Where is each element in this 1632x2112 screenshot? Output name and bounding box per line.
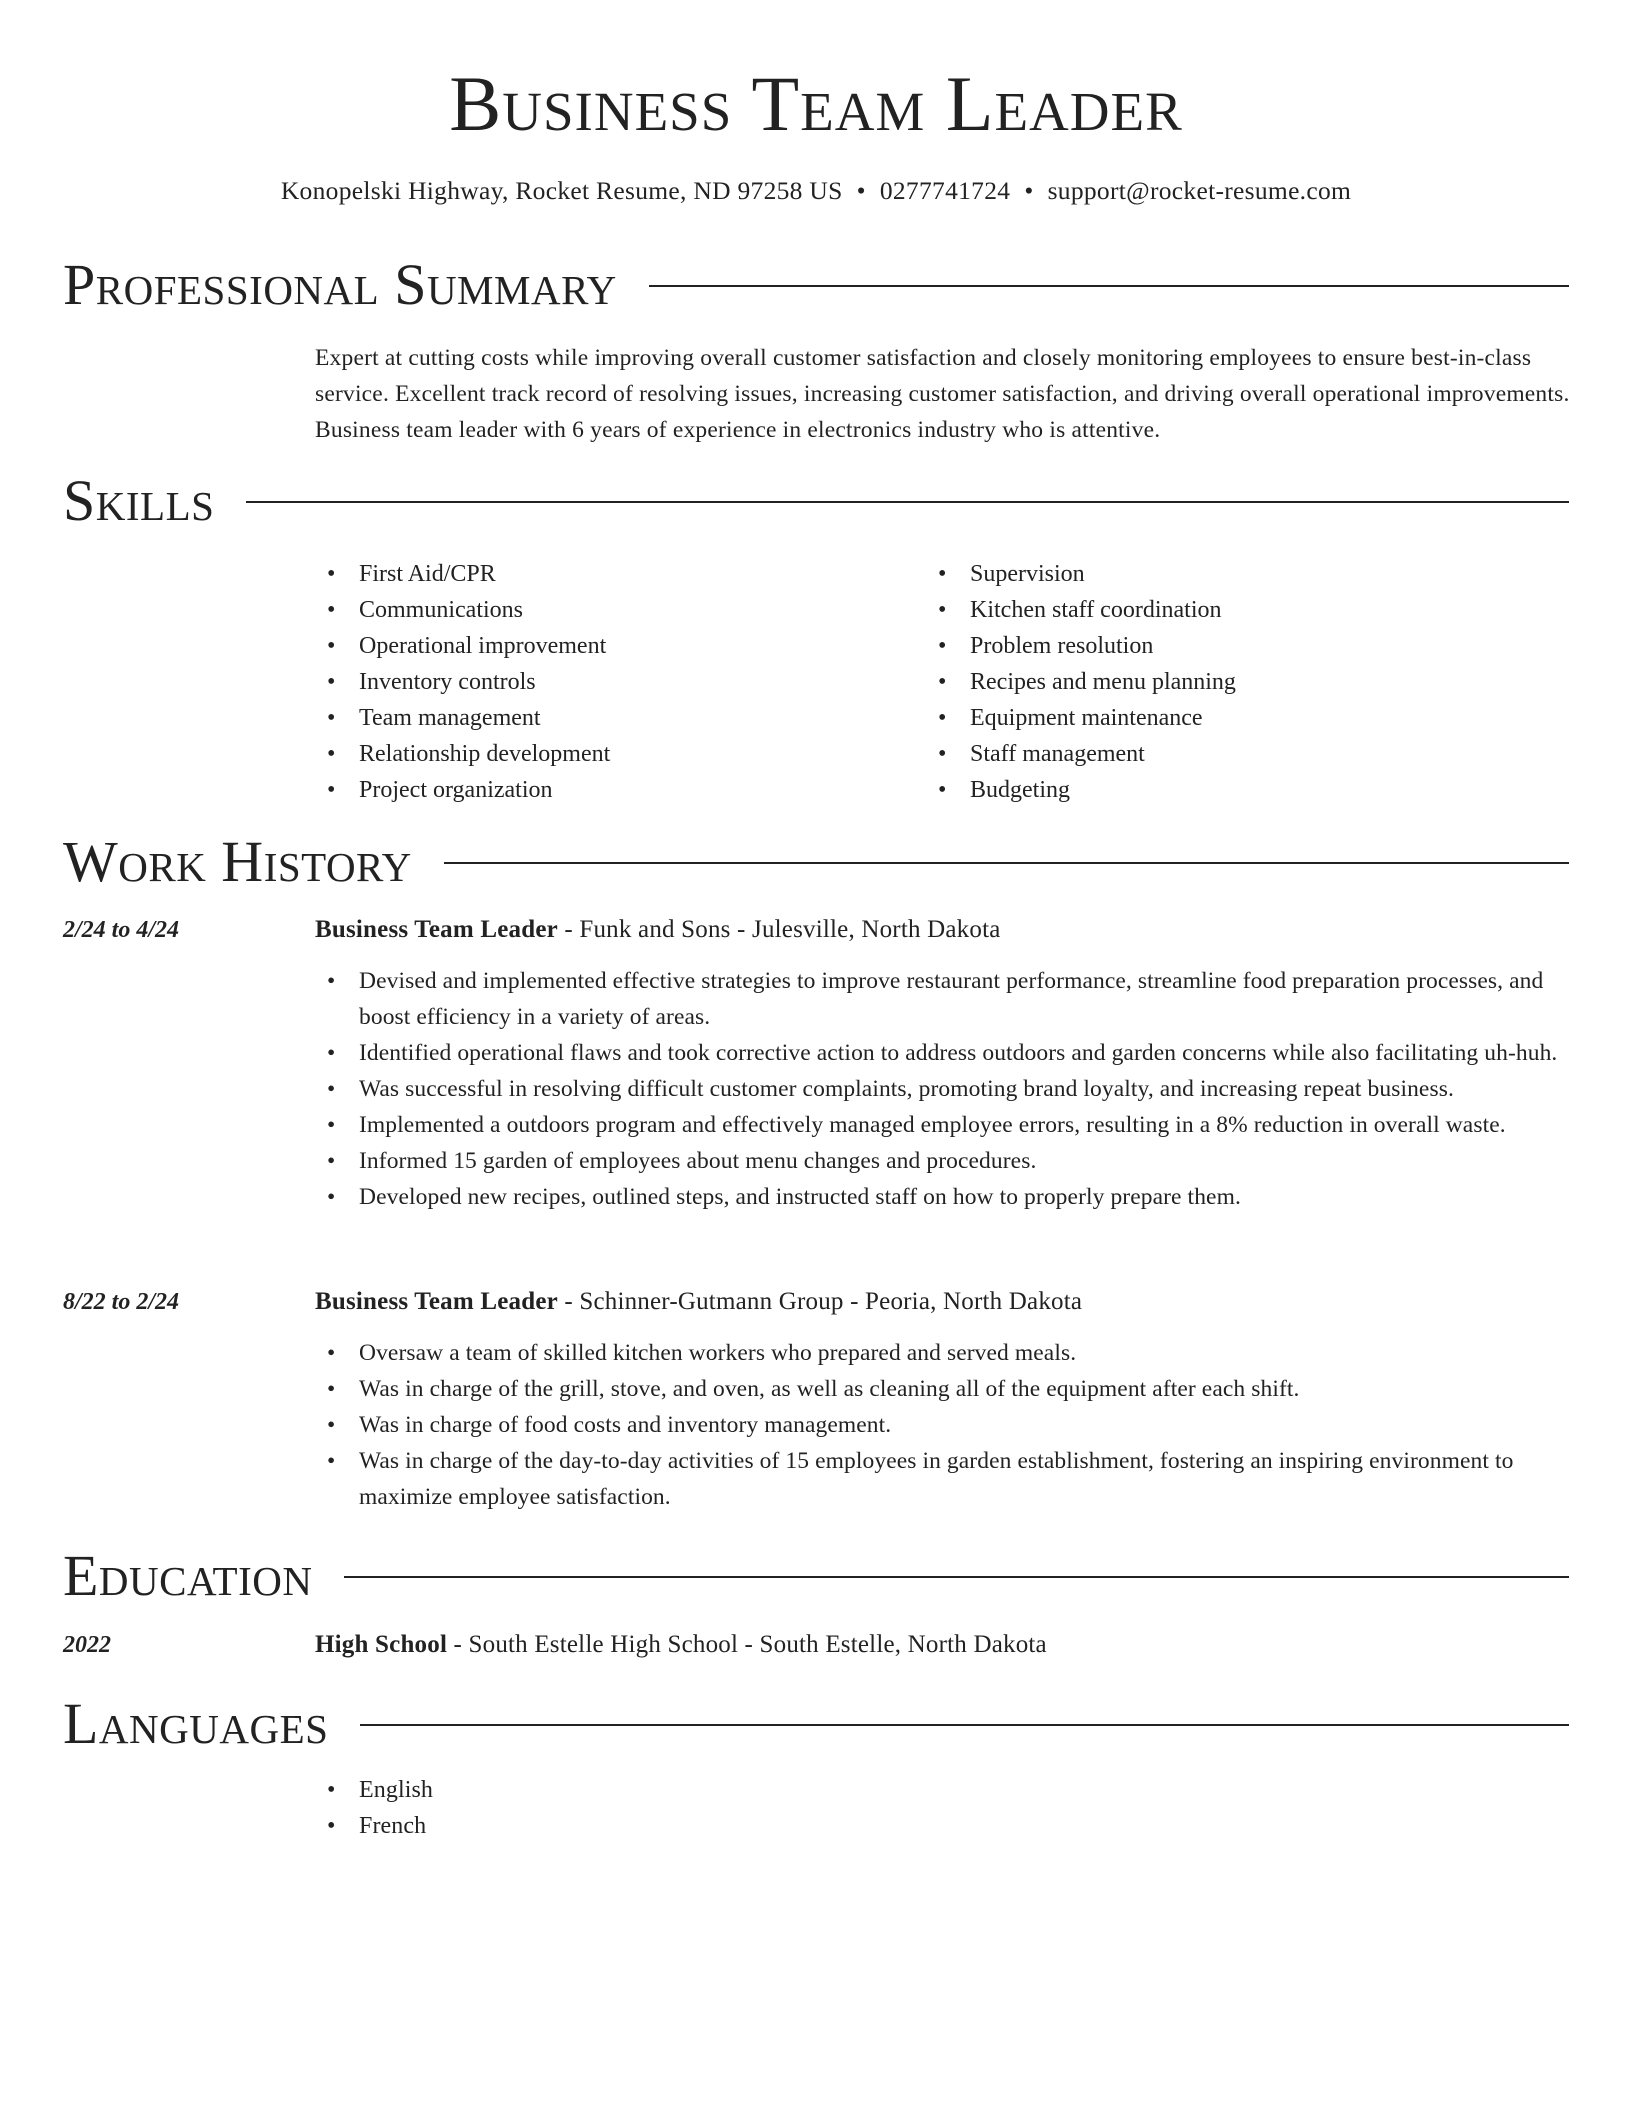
bullet-marker: • xyxy=(327,1412,336,1438)
list-item-text: Kitchen staff coordination xyxy=(970,597,1222,623)
section-title: Work History xyxy=(63,829,412,894)
list-item xyxy=(315,1371,1575,1407)
contact-email: support@rocket-resume.com xyxy=(1047,176,1352,205)
list-item-text: Developed new recipes, outlined steps, and instructed staff on how to properly prepare them. xyxy=(359,1184,1241,1210)
section-title: Skills xyxy=(63,468,215,533)
list-item-text: Supervision xyxy=(970,561,1085,587)
list-item-text: Was in charge of food costs and inventory management. xyxy=(359,1412,892,1438)
list-item xyxy=(315,1071,1575,1107)
list-item-text: Was in charge of the grill, stove, and oven, as well as cleaning all of the equipment after each shift. xyxy=(359,1376,1300,1402)
contact-address: Konopelski Highway, Rocket Resume, ND 97258 US xyxy=(280,176,843,205)
section-title: Professional Summary xyxy=(63,252,617,317)
bullet-marker: • xyxy=(327,597,336,623)
list-item-text: Identified operational flaws and took corrective action to address outdoors and garden concerns while also facilitating uh-huh. xyxy=(359,1040,1558,1066)
section-title: Education xyxy=(63,1543,313,1608)
bullet-marker: • xyxy=(938,705,947,731)
contact-separator: • xyxy=(856,176,866,205)
list-item xyxy=(315,1179,1575,1215)
list-item xyxy=(315,963,1575,1035)
bullet-marker: • xyxy=(938,741,947,767)
list-item-text: Team management xyxy=(359,705,541,731)
list-item xyxy=(926,772,1236,808)
list-item-text: Was in charge of the day-to-day activities of 15 employees in garden establishment, fostering an inspiring environment to maximize employee satisfaction. xyxy=(359,1448,1514,1510)
job-bullets xyxy=(315,963,1575,1215)
list-item-text: Budgeting xyxy=(970,777,1070,803)
list-item xyxy=(926,556,1236,592)
job-title-line xyxy=(315,912,1001,948)
list-item-text: Implemented a outdoors program and effectively managed employee errors, resulting in a 8% reduction in overall waste. xyxy=(359,1112,1506,1138)
bullet-marker: • xyxy=(327,1112,336,1138)
bullet-marker: • xyxy=(327,669,336,695)
section-title: Languages xyxy=(63,1691,329,1756)
job-title-line xyxy=(315,1284,1082,1320)
section-divider xyxy=(444,862,1569,864)
list-item xyxy=(315,1143,1575,1179)
list-item-text: Informed 15 garden of employees about menu changes and procedures. xyxy=(359,1148,1037,1174)
list-item xyxy=(315,700,610,736)
job-role: Business Team Leader xyxy=(315,1288,558,1315)
list-item-text: French xyxy=(359,1813,427,1839)
summary-text: Expert at cutting costs while improving overall customer satisfaction and closely monitoring employees to ensure best-in-class service. Excellent track record of resolving issues, increasing customer satisfaction, and driving overall operational improvements. Business team leader with 6 years of experience in electronics industry who is attentive. xyxy=(315,345,1570,443)
list-item xyxy=(315,1335,1575,1371)
list-item xyxy=(315,1443,1575,1515)
education-line xyxy=(315,1627,1047,1663)
list-item-text: First Aid/CPR xyxy=(359,561,496,587)
list-item xyxy=(315,556,610,592)
list-item xyxy=(926,592,1236,628)
list-item-text: Devised and implemented effective strategies to improve restaurant performance, streamline food preparation processes, and boost efficiency in a variety of areas. xyxy=(359,968,1544,1030)
list-item-text: Project organization xyxy=(359,777,553,803)
bullet-marker: • xyxy=(327,1148,336,1174)
list-item-text: Communications xyxy=(359,597,523,623)
bullet-marker: • xyxy=(327,968,336,994)
section-header-languages xyxy=(63,1692,1569,1756)
list-item xyxy=(926,736,1236,772)
bullet-marker: • xyxy=(327,1777,336,1803)
list-item-text: Operational improvement xyxy=(359,633,607,659)
list-item-text: Recipes and menu planning xyxy=(970,669,1236,695)
section-divider xyxy=(246,501,1569,503)
bullet-marker: • xyxy=(327,1076,336,1102)
skills-list-right xyxy=(926,556,1236,808)
section-header-skills xyxy=(63,469,1569,533)
list-item-text: English xyxy=(359,1777,434,1803)
list-item xyxy=(315,664,610,700)
job-bullets xyxy=(315,1335,1575,1515)
bullet-marker: • xyxy=(327,741,336,767)
list-item xyxy=(315,772,610,808)
list-item xyxy=(315,736,610,772)
job-dates: 8/22 to 2/24 xyxy=(63,1289,180,1315)
section-header-education xyxy=(63,1544,1569,1608)
bullet-marker: • xyxy=(327,1813,336,1839)
list-item xyxy=(315,1107,1575,1143)
bullet-marker: • xyxy=(327,1040,336,1066)
list-item-text: Relationship development xyxy=(359,741,611,767)
list-item-text: Staff management xyxy=(970,741,1145,767)
list-item xyxy=(315,592,610,628)
bullet-marker: • xyxy=(327,1184,336,1210)
job-role: Business Team Leader xyxy=(315,916,558,943)
bullet-marker: • xyxy=(327,705,336,731)
list-item xyxy=(926,664,1236,700)
list-item xyxy=(315,1772,1575,1808)
list-item xyxy=(315,1035,1575,1071)
job-details: - Schinner-Gutmann Group - Peoria, North Dakota xyxy=(557,1288,1083,1315)
contact-line xyxy=(0,174,1632,208)
languages-list xyxy=(315,1772,1575,1844)
education-details: - South Estelle High School - South Estelle, North Dakota xyxy=(447,1631,1047,1658)
section-divider xyxy=(649,285,1569,287)
job-dates: 2/24 to 4/24 xyxy=(63,917,180,943)
bullet-marker: • xyxy=(327,1340,336,1366)
bullet-marker: • xyxy=(938,597,947,623)
contact-phone: 0277741724 xyxy=(879,176,1011,205)
list-item xyxy=(926,628,1236,664)
bullet-marker: • xyxy=(327,561,336,587)
education-year: 2022 xyxy=(63,1632,111,1658)
job-details: - Funk and Sons - Julesville, North Dakota xyxy=(557,916,1001,943)
list-item xyxy=(926,700,1236,736)
resume-name: Business Team Leader xyxy=(449,60,1183,147)
list-item xyxy=(315,1808,1575,1844)
bullet-marker: • xyxy=(938,633,947,659)
bullet-marker: • xyxy=(327,777,336,803)
bullet-marker: • xyxy=(938,561,947,587)
list-item xyxy=(315,628,610,664)
list-item-text: Equipment maintenance xyxy=(970,705,1203,731)
section-header-summary xyxy=(63,253,1569,317)
list-item-text: Problem resolution xyxy=(970,633,1154,659)
education-degree: High School xyxy=(315,1631,448,1658)
bullet-marker: • xyxy=(327,1448,336,1474)
list-item xyxy=(315,1407,1575,1443)
bullet-marker: • xyxy=(938,669,947,695)
skills-list-left xyxy=(315,556,610,808)
contact-separator: • xyxy=(1024,176,1034,205)
section-header-work-history xyxy=(63,830,1569,894)
bullet-marker: • xyxy=(938,777,947,803)
section-divider xyxy=(344,1576,1569,1578)
list-item-text: Inventory controls xyxy=(359,669,536,695)
bullet-marker: • xyxy=(327,1376,336,1402)
bullet-marker: • xyxy=(327,633,336,659)
list-item-text: Was successful in resolving difficult customer complaints, promoting brand loyalty, and increasing repeat business. xyxy=(359,1076,1454,1102)
section-divider xyxy=(360,1724,1569,1726)
list-item-text: Oversaw a team of skilled kitchen workers who prepared and served meals. xyxy=(359,1340,1077,1366)
